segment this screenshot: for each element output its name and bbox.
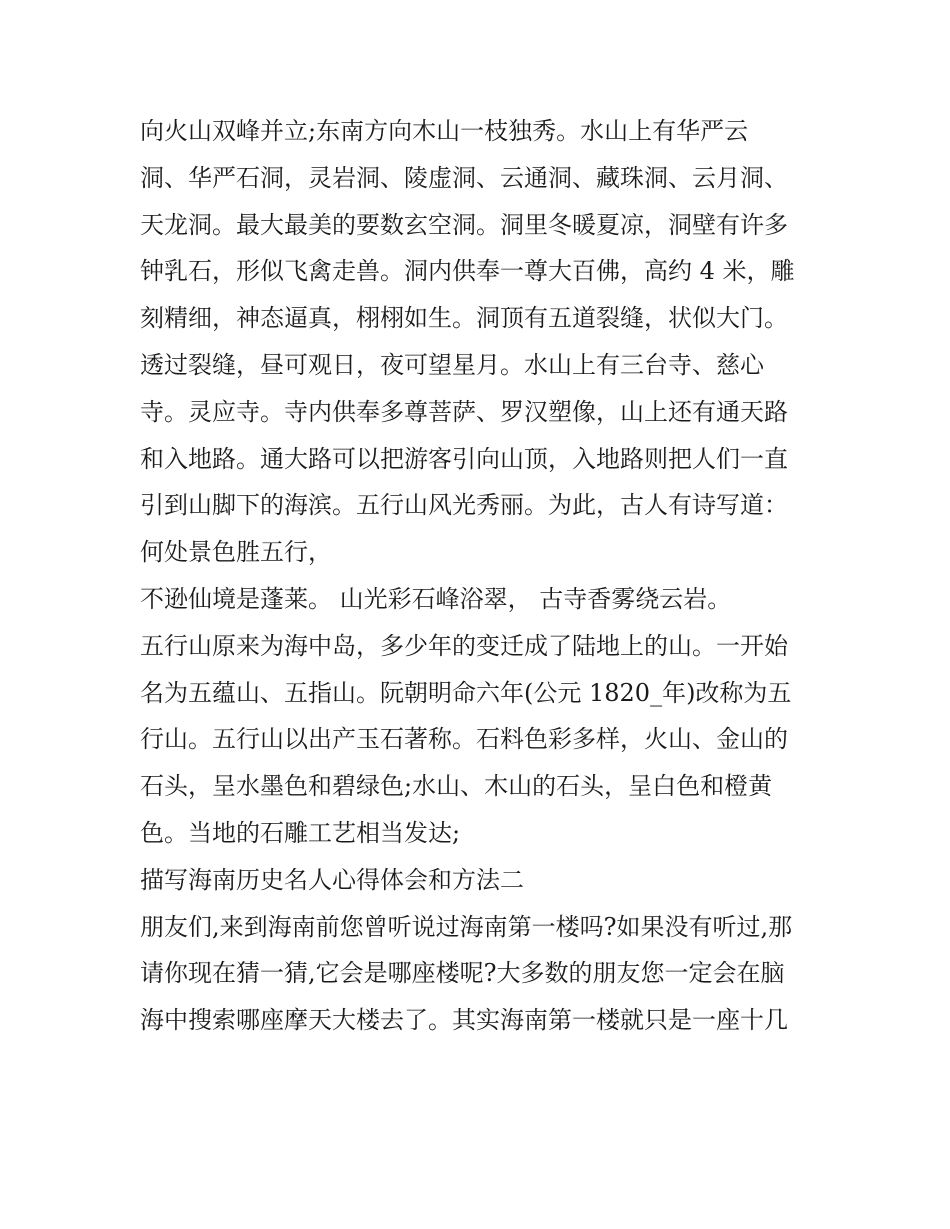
document-body xyxy=(140,108,820,1044)
text-line: 向火山双峰并立;东南方向木山一枝独秀。水山上有华严云 xyxy=(140,117,749,145)
text-line: 洞、华严石洞，灵岩洞、陵虚洞、云通洞、藏珠洞、云月洞、 xyxy=(140,163,788,192)
text-line: 行山。五行山以出产玉石著称。石料色彩多样，火山、金山的 xyxy=(140,725,788,754)
text-line: 海中搜索哪座摩天大楼去了。其实海南第一楼就只是一座十几 xyxy=(140,1006,788,1035)
poem-line: 不逊仙境是蓬莱。 山光彩石峰浴翠， 古寺香雾绕云岩。 xyxy=(140,584,732,613)
section-heading: 描写海南历史名人心得体会和方法二 xyxy=(140,865,524,894)
text-line: 刻精细，神态逼真，栩栩如生。洞顶有五道裂缝，状似大门。 xyxy=(140,304,788,333)
text-line: 寺。灵应寺。寺内供奉多尊菩萨、罗汉塑像，山上还有通天路 xyxy=(140,397,788,426)
text-line: 天龙洞。最大最美的要数玄空洞。洞里冬暖夏凉，洞壁有许多 xyxy=(140,210,788,239)
text-line: 朋友们,来到海南前您曾听说过海南第一楼吗?如果没有听过,那 xyxy=(140,912,793,941)
text-line: 和入地路。通大路可以把游客引向山顶，入地路则把人们一直 xyxy=(140,444,788,473)
text-line: 色。当地的石雕工艺相当发达; xyxy=(140,818,461,847)
text-line: 石头，呈水墨色和碧绿色;水山、木山的石头，呈白色和橙黄 xyxy=(140,772,773,801)
text-line: 钟乳石，形似飞禽走兽。洞内供奉一尊大百佛，高约 4 米，雕 xyxy=(140,257,795,286)
text-line: 名为五蕴山、五指山。阮朝明命六年(公元 1820_年)改称为五 xyxy=(140,678,792,707)
text-line: 引到山脚下的海滨。五行山风光秀丽。为此，古人有诗写道： xyxy=(140,491,788,520)
poem-line: 何处景色胜五行， xyxy=(140,538,332,567)
text-line: 五行山原来为海中岛，多少年的变迁成了陆地上的山。一开始 xyxy=(140,631,788,660)
text-line: 透过裂缝，昼可观日，夜可望星月。水山上有三台寺、慈心 xyxy=(140,350,764,379)
text-line: 请你现在猜一猜,它会是哪座楼呢?大多数的朋友您一定会在脑 xyxy=(140,959,785,988)
